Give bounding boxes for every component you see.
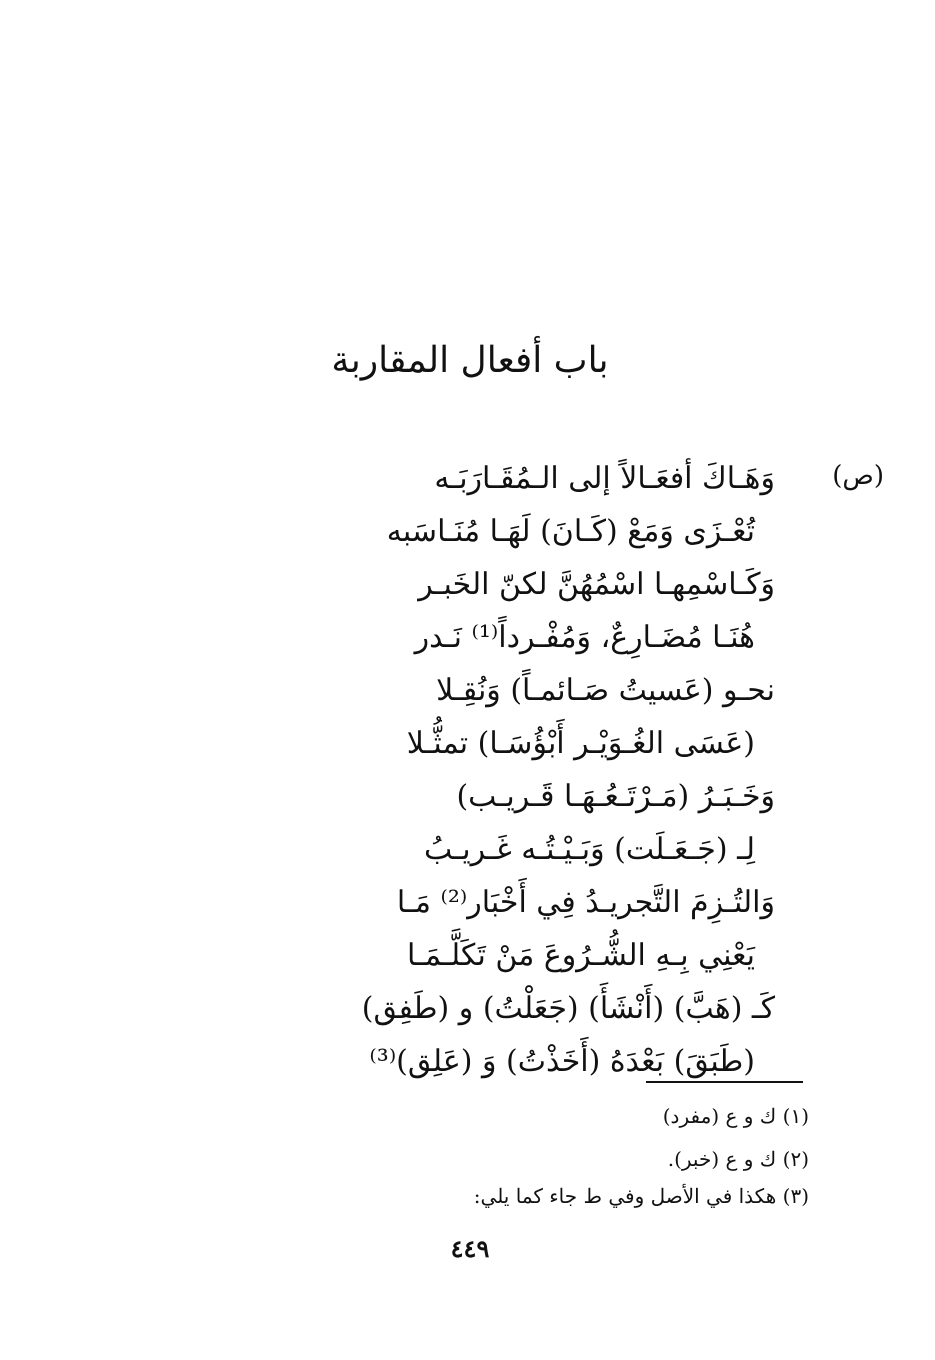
verse-line: كَـ (هَبَّ) (أَنْشَأَ) (جَعَلْتُ) و (طَفِق) [361,991,775,1026]
verse-line: هُنَـا مُضَـارِعٌ، وَمُفْـرداً⁽¹⁾ نَـدر [414,620,755,655]
verse-line: وَهَـاكَ أفعَـالاً إلى الـمُقَـارَبَـه [434,461,775,496]
footnote-divider [646,1081,803,1083]
verse-line: (طَبَقَ) بَعْدَهُ (أَخَذْتُ) وَ (عَلِق)⁽³⁾ [369,1044,755,1079]
verse-line: وَالتُـزِمَ التَّجريـدُ فِي أَخْبَار⁽²⁾ مَـا [396,885,775,920]
footnote: (١) ك و ع (مفرد) [662,1104,809,1128]
section-marker: (ص) [832,461,884,491]
verse-line: (عَسَى الغُـوَيْـر أَبْؤُسَـا) تمثُّـلا [406,726,755,761]
verse-line: نحـو (عَسيتُ صَـائمـاً) وَنُقِـلا [436,673,775,708]
verse-line: وَخَـبَـرُ (مَـرْتَـعُـهَـا قَـريـب) [456,779,775,814]
footnote: (٢) ك و ع (خبر). [667,1147,809,1171]
page-number: ٤٤٩ [450,1234,490,1263]
verse-line: وَكَـاسْمِهـا اسْمُهُنَّ لكنّ الخَبـر [418,567,775,602]
verse-line: لِـ (جَـعَـلَت) وَبَـيْـتُـه غَـريـبُ [424,832,755,867]
footnote: (٣) هكذا في الأصل وفي ط جاء كما يلي: [473,1184,809,1208]
verse-line: يَعْنِي بِـهِ الشُّـرُوعَ مَنْ تَكَلَّـمَـا [406,938,755,973]
chapter-title: باب أفعال المقاربة [331,340,609,381]
verse-line: تُعْـزَى وَمَعْ (كَـانَ) لَهَـا مُنَـاسَبه [386,514,755,549]
